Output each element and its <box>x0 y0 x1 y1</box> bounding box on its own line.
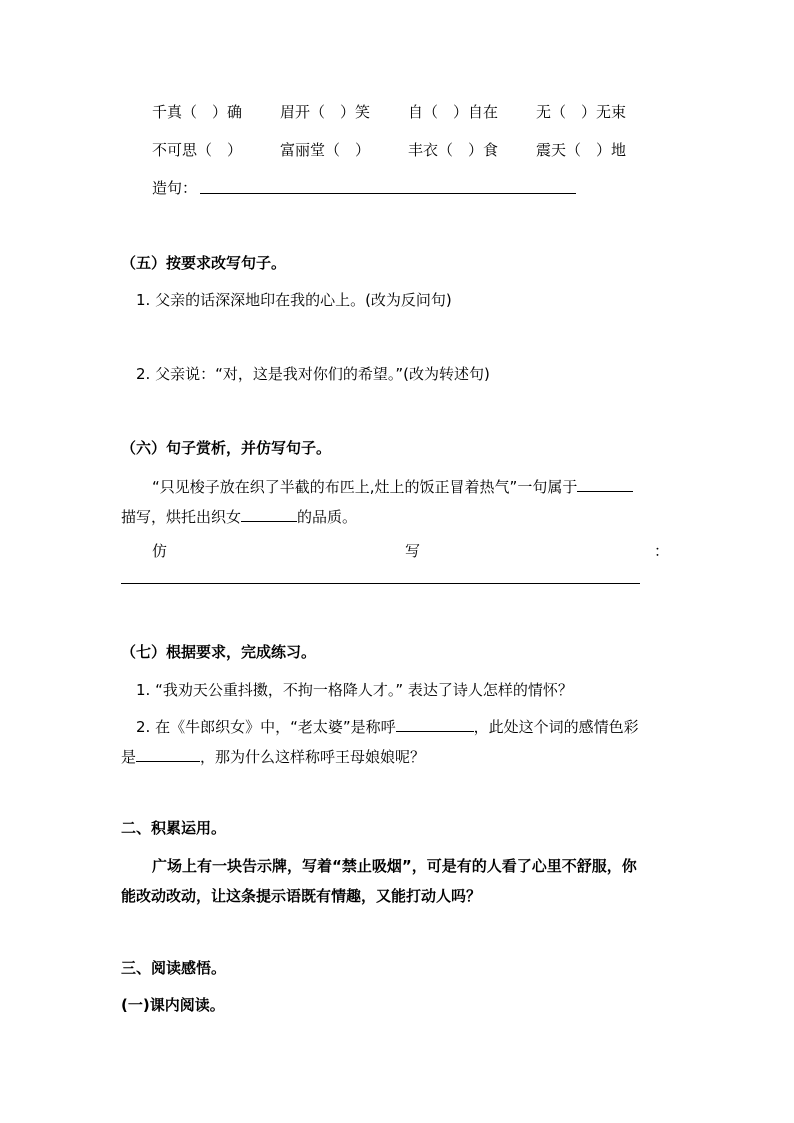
idiom-item: 眉开（ ）笑 <box>280 103 371 121</box>
idiom-item: 震天（ ）地 <box>536 141 627 159</box>
question-text: ，此处这个词的感情色彩 <box>473 718 639 736</box>
question-7-1: 1. “我劝天公重抖擞，不拘一格降人才。” 表达了诗人怎样的情怀？ <box>136 681 573 699</box>
analysis-line-2 <box>121 506 357 527</box>
part-2-paragraph-line-2: 能改动改动，让这条提示语既有情趣，又能打动人吗？ <box>121 887 482 905</box>
answer-blank[interactable] <box>396 716 474 732</box>
answer-blank[interactable] <box>241 506 297 522</box>
analysis-text: 的品质。 <box>297 508 358 526</box>
answer-blank[interactable] <box>577 476 633 492</box>
section-6-heading: （六）句子赏析，并仿写句子。 <box>121 439 332 457</box>
idiom-item: 自（ ）自在 <box>408 103 499 121</box>
imitate-answer-line[interactable] <box>121 583 640 584</box>
idiom-item: 丰衣（ ）食 <box>408 141 499 159</box>
question-text: ，那为什么这样称呼王母娘娘呢？ <box>200 748 426 766</box>
section-5-heading: （五）按要求改写句子。 <box>121 254 287 272</box>
idiom-item: 富丽堂（ ） <box>280 141 371 159</box>
idiom-item: 无（ ）无束 <box>536 103 627 121</box>
question-5-2: 2. 父亲说：“对，这是我对你们的希望。”(改为转述句) <box>136 365 490 383</box>
analysis-line-1 <box>152 476 633 497</box>
question-text: 是 <box>121 748 137 766</box>
idiom-item: 千真（ ）确 <box>152 103 243 121</box>
part-2-heading: 二、积累运用。 <box>121 819 227 837</box>
question-5-1: 1. 父亲的话深深地印在我的心上。(改为反问句) <box>136 291 452 309</box>
part-3-subheading: (一)课内阅读。 <box>121 996 225 1014</box>
imitate-char-2: 写 <box>405 542 421 560</box>
imitate-colon: ： <box>654 542 670 560</box>
sentence-answer-line[interactable] <box>200 193 576 194</box>
analysis-text: 描写，烘托出织女 <box>121 508 242 526</box>
question-7-2 <box>136 716 639 737</box>
section-7-heading: （七）根据要求，完成练习。 <box>121 643 317 661</box>
analysis-text: “只见梭子放在织了半截的布匹上,灶上的饭正冒着热气”一句属于 <box>152 478 578 496</box>
imitate-char-1: 仿 <box>152 542 168 560</box>
question-7-2-cont <box>121 746 425 767</box>
answer-blank[interactable] <box>136 746 200 762</box>
question-text: 2. 在《牛郎织女》中，“老太婆”是称呼 <box>136 718 396 736</box>
part-2-paragraph-line-1: 广场上有一块告示牌，写着“禁止吸烟”，可是有的人看了心里不舒服，你 <box>152 857 637 875</box>
sentence-label: 造句： <box>152 179 198 197</box>
idiom-item: 不可思（ ） <box>152 141 243 159</box>
part-3-heading: 三、阅读感悟。 <box>121 959 227 977</box>
